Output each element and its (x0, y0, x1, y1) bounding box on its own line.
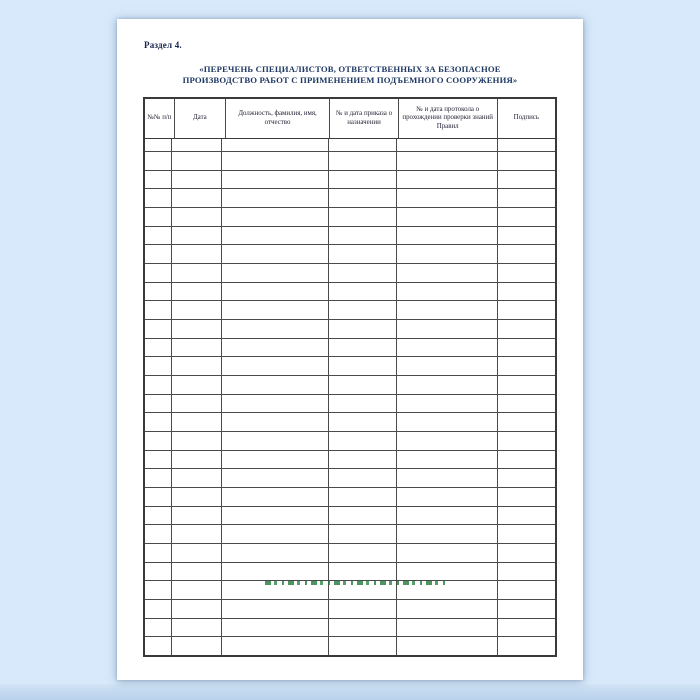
table-cell (145, 264, 172, 282)
table-row (145, 283, 555, 302)
table-cell (145, 469, 172, 487)
table-cell (329, 227, 398, 245)
table-cell (329, 432, 398, 450)
table-cell (397, 208, 498, 226)
table-cell (397, 507, 498, 525)
table-cell (397, 139, 498, 151)
table-cell (329, 189, 398, 207)
table-row (145, 189, 555, 208)
table-cell (172, 563, 222, 581)
table-cell (145, 451, 172, 469)
table-cell (329, 301, 398, 319)
table-cell (498, 451, 555, 469)
table-cell (145, 171, 172, 189)
table-cell (145, 525, 172, 543)
table-cell (222, 469, 329, 487)
table-cell (498, 357, 555, 375)
column-header: №№ п/п (145, 99, 175, 138)
table-cell (498, 208, 555, 226)
table-cell (397, 637, 498, 655)
table-row (145, 432, 555, 451)
table-cell (222, 189, 329, 207)
table-cell (397, 376, 498, 394)
table-cell (172, 245, 222, 263)
table-cell (222, 395, 329, 413)
table-cell (397, 525, 498, 543)
table-cell (222, 357, 329, 375)
table-cell (329, 139, 398, 151)
table-cell (498, 600, 555, 618)
table-cell (498, 264, 555, 282)
table-cell (222, 432, 329, 450)
table-cell (222, 563, 329, 581)
table-header-row (145, 99, 555, 139)
table-cell (172, 357, 222, 375)
table-cell (222, 619, 329, 637)
table-cell (145, 139, 172, 151)
table-row (145, 227, 555, 246)
table-cell (145, 320, 172, 338)
table-cell (498, 507, 555, 525)
table-cell (498, 544, 555, 562)
document-sheet (117, 19, 583, 680)
table-cell (145, 488, 172, 506)
table-cell (145, 189, 172, 207)
table-cell (172, 413, 222, 431)
table-row (145, 563, 555, 582)
table-cell (172, 507, 222, 525)
table-cell (145, 227, 172, 245)
table-cell (222, 301, 329, 319)
table-cell (172, 525, 222, 543)
table-cell (222, 507, 329, 525)
table-row (145, 469, 555, 488)
table-cell (397, 171, 498, 189)
table-cell (329, 525, 398, 543)
table-cell (145, 432, 172, 450)
table-cell (222, 227, 329, 245)
table-cell (222, 139, 329, 151)
table-cell (397, 264, 498, 282)
table-cell (172, 208, 222, 226)
table-cell (329, 544, 398, 562)
table-cell (172, 395, 222, 413)
table-cell (329, 264, 398, 282)
table-cell (172, 264, 222, 282)
table-cell (397, 619, 498, 637)
document-title-line-2: ПРОИЗВОДСТВО РАБОТ С ПРИМЕНЕНИЕМ ПОДЪЕМНОГО СООРУЖЕНИЯ» (182, 75, 518, 85)
table-cell (172, 152, 222, 170)
table-cell (222, 320, 329, 338)
table-cell (397, 357, 498, 375)
table-cell (498, 413, 555, 431)
table-cell (397, 227, 498, 245)
table-cell (397, 283, 498, 301)
table-cell (172, 283, 222, 301)
table-cell (222, 283, 329, 301)
table-cell (172, 432, 222, 450)
table-cell (397, 245, 498, 263)
table-cell (172, 227, 222, 245)
table-cell (172, 189, 222, 207)
table-cell (498, 339, 555, 357)
table-cell (222, 600, 329, 618)
table-cell (329, 637, 398, 655)
column-header: Подпись (513, 114, 539, 122)
table-cell (397, 339, 498, 357)
table-row (145, 488, 555, 507)
document-title-line-1: «ПЕРЕЧЕНЬ СПЕЦИАЛИСТОВ, ОТВЕТСТВЕННЫХ ЗА БЕЗОПАСНОЕ (199, 64, 501, 74)
table-cell (172, 139, 222, 151)
table-surface-edge (0, 684, 700, 700)
table-row (145, 395, 555, 414)
table-cell (222, 339, 329, 357)
table-cell (172, 600, 222, 618)
table-cell (498, 245, 555, 263)
table-cell (498, 619, 555, 637)
table-cell (145, 600, 172, 618)
table-cell (172, 488, 222, 506)
table-cell (172, 581, 222, 599)
table-cell (145, 357, 172, 375)
table-row (145, 320, 555, 339)
table-cell (145, 339, 172, 357)
table-cell (172, 451, 222, 469)
column-header: Должность, фамилия, имя, отчество (226, 99, 330, 138)
table-cell (397, 600, 498, 618)
table-cell (145, 301, 172, 319)
table-row (145, 600, 555, 619)
table-row (145, 139, 555, 152)
table-cell (397, 544, 498, 562)
table-cell (498, 227, 555, 245)
table-cell (329, 619, 398, 637)
table-cell (498, 283, 555, 301)
table-cell (498, 152, 555, 170)
table-cell (329, 152, 398, 170)
table-cell (498, 488, 555, 506)
table-cell (172, 376, 222, 394)
table-cell (145, 395, 172, 413)
table-cell (329, 600, 398, 618)
table-row (145, 619, 555, 638)
table-cell (145, 376, 172, 394)
table-cell (222, 544, 329, 562)
table-cell (222, 376, 329, 394)
table-row (145, 357, 555, 376)
table-cell (222, 637, 329, 655)
table-cell (145, 507, 172, 525)
table-row (145, 301, 555, 320)
specialists-table (143, 97, 557, 657)
table-cell (145, 413, 172, 431)
table-row (145, 544, 555, 563)
table-cell (329, 451, 398, 469)
table-cell (222, 245, 329, 263)
table-cell (222, 488, 329, 506)
table-cell (498, 139, 555, 151)
table-cell (172, 301, 222, 319)
table-cell (498, 301, 555, 319)
table-cell (145, 637, 172, 655)
table-cell (329, 245, 398, 263)
table-cell (172, 469, 222, 487)
table-cell (329, 413, 398, 431)
table-cell (172, 637, 222, 655)
column-header: Дата (175, 99, 226, 138)
green-watermark (265, 581, 447, 585)
table-cell (329, 488, 398, 506)
table-cell (145, 563, 172, 581)
table-cell (498, 432, 555, 450)
table-cell (397, 301, 498, 319)
table-cell (222, 171, 329, 189)
table-cell (329, 357, 398, 375)
table-cell (222, 413, 329, 431)
table-cell (329, 395, 398, 413)
table-cell (145, 245, 172, 263)
table-cell (145, 152, 172, 170)
table-row (145, 525, 555, 544)
section-label: Раздел 4. (144, 40, 182, 50)
table-row (145, 451, 555, 470)
table-cell (498, 376, 555, 394)
table-cell (329, 283, 398, 301)
table-cell (172, 544, 222, 562)
table-cell (145, 619, 172, 637)
table-cell (498, 171, 555, 189)
table-cell (397, 189, 498, 207)
table-cell (397, 432, 498, 450)
column-header: № и дата протокола о прохождении проверки знаний Правил (399, 99, 498, 138)
table-row (145, 152, 555, 171)
table-cell (222, 152, 329, 170)
table-row (145, 507, 555, 526)
table-row (145, 264, 555, 283)
table-cell (498, 320, 555, 338)
table-cell (329, 320, 398, 338)
table-cell (172, 619, 222, 637)
table-cell (172, 320, 222, 338)
table-cell (329, 339, 398, 357)
table-cell (397, 320, 498, 338)
table-cell (397, 563, 498, 581)
table-cell (329, 507, 398, 525)
table-row (145, 637, 555, 655)
table-cell (145, 208, 172, 226)
table-row (145, 208, 555, 227)
table-cell (329, 376, 398, 394)
table-row (145, 413, 555, 432)
table-cell (222, 208, 329, 226)
table-cell (397, 152, 498, 170)
table-cell (329, 171, 398, 189)
document-title (127, 64, 573, 86)
table-cell (222, 451, 329, 469)
table-cell (329, 563, 398, 581)
table-cell (172, 339, 222, 357)
table-row (145, 339, 555, 358)
table-cell (329, 208, 398, 226)
table-cell (222, 264, 329, 282)
table-cell (222, 525, 329, 543)
table-row (145, 376, 555, 395)
table-cell (397, 413, 498, 431)
table-cell (498, 189, 555, 207)
table-cell (498, 637, 555, 655)
table-cell (498, 525, 555, 543)
table-cell (397, 451, 498, 469)
table-cell (498, 469, 555, 487)
column-header: № и дата приказа о назначении (330, 99, 399, 138)
table-cell (145, 581, 172, 599)
table-cell (397, 395, 498, 413)
table-cell (145, 544, 172, 562)
table-cell (498, 581, 555, 599)
table-cell (172, 171, 222, 189)
table-cell (397, 488, 498, 506)
table-cell (498, 563, 555, 581)
table-row (145, 171, 555, 190)
table-row (145, 245, 555, 264)
table-cell (145, 283, 172, 301)
table-cell (397, 469, 498, 487)
table-cell (498, 395, 555, 413)
table-cell (329, 469, 398, 487)
